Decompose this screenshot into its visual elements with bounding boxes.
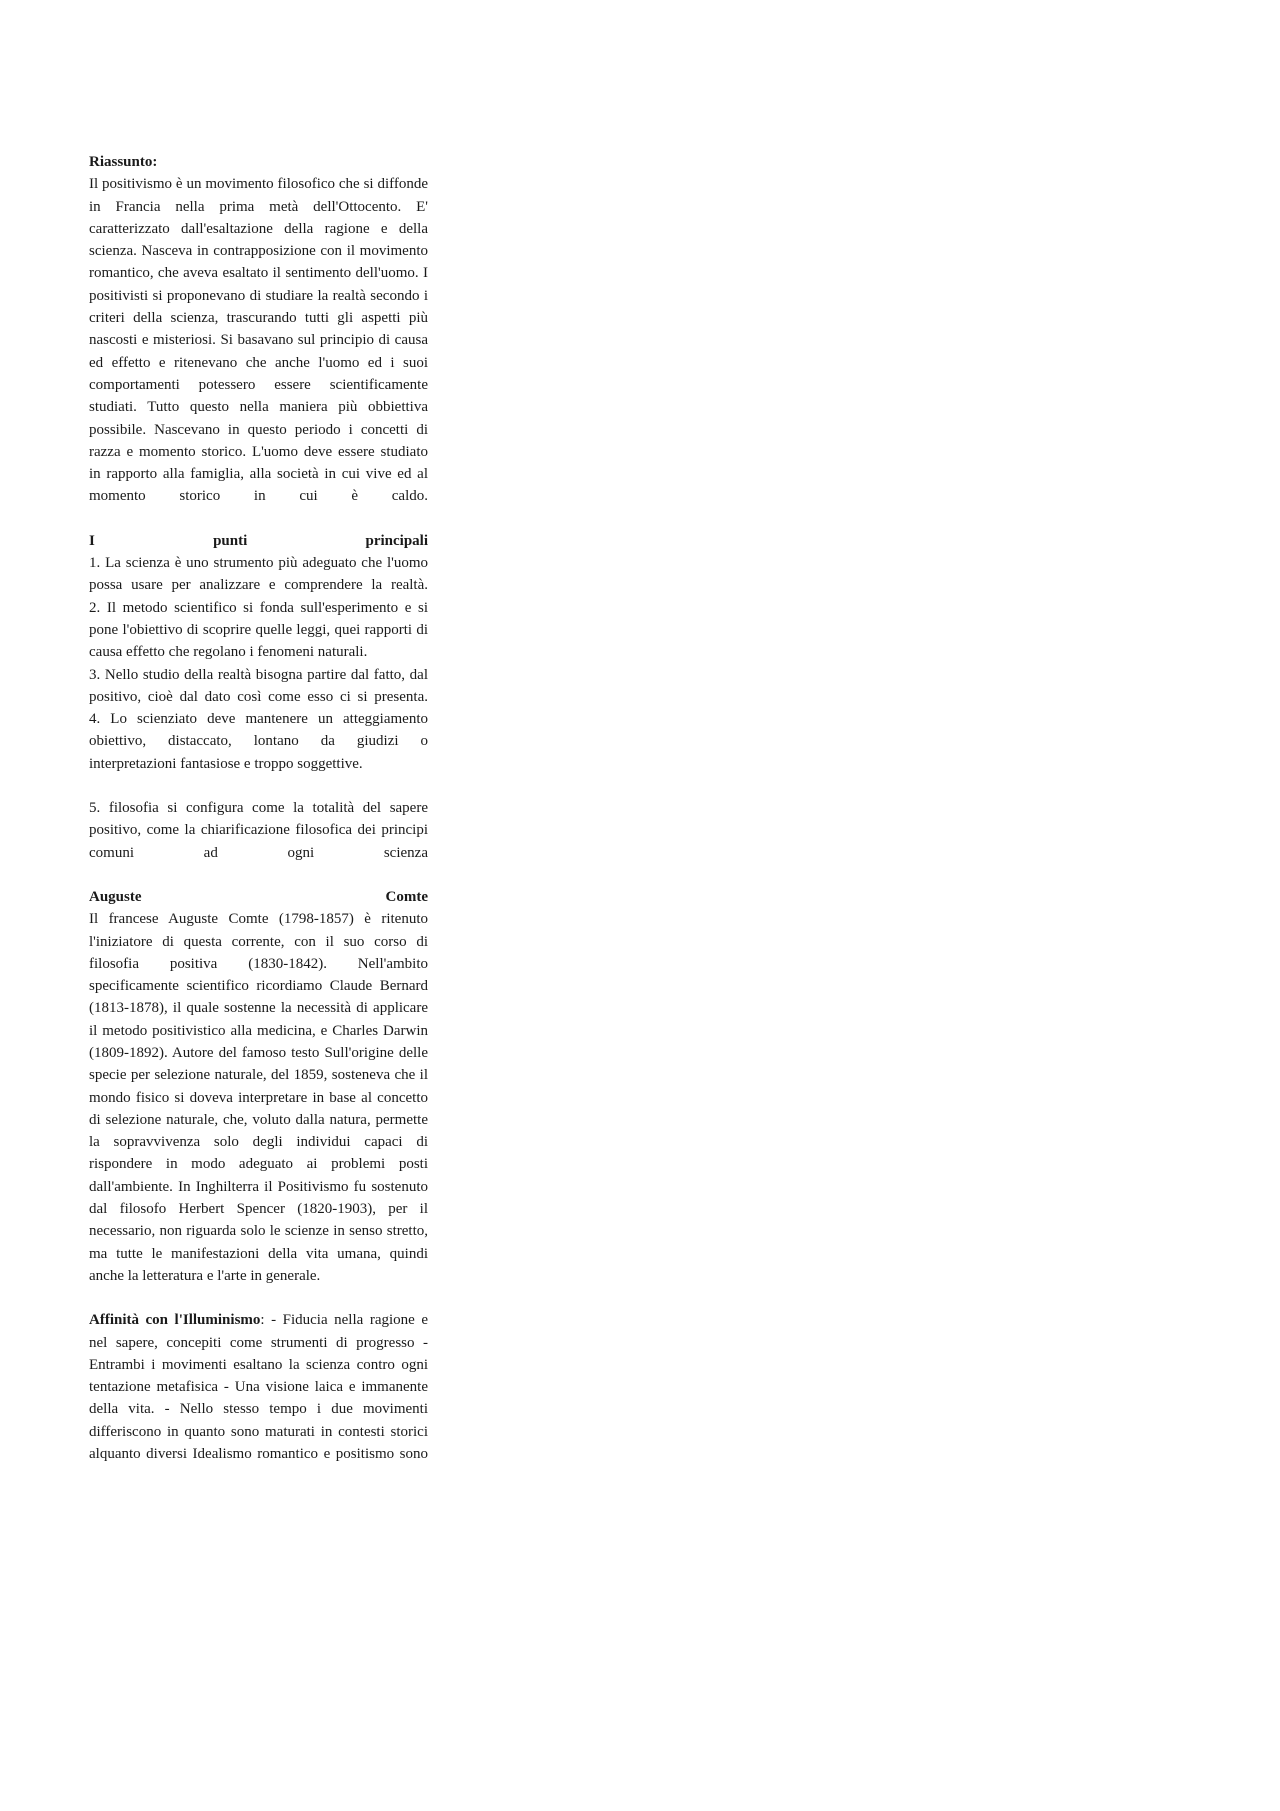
spacer [89, 775, 428, 797]
riassunto-paragraph: Il positivismo è un movimento filosofico che si diffonde in Francia nella prima metà dell'Ottocento. E' caratterizzato dall'esaltazione della ragione e della scienza. Nasceva in contrapposizione con il movimento romantico, che aveva esaltato il sentimento dell'uomo. I positivisti si proponevano di studiare la realtà secondo i criteri della scienza, trascurando tutti gli aspetti più nascosti e misteriosi. Si basavano sul principio di causa ed effetto e ritenevano che anche l'uomo ed i suoi comportamenti potessero essere scientificamente studiati. Tutto questo nella maniera più obbiettiva possibile. Nascevano in questo periodo i concetti di razza e momento storico. L'uomo deve essere studiato in rapporto alla famiglia, alla società in cui vive ed al momento storico in cui è caldo. [89, 176, 428, 505]
punti-heading: I punti principali [89, 532, 428, 549]
affinita-heading: Affinità con l'Illuminismo [89, 1312, 261, 1329]
punti-item-1: 1. La scienza è uno strumento più adeguato che l'uomo possa usare per analizzare e comprendere la realtà. [89, 555, 428, 594]
text-column [89, 151, 428, 1465]
affinita-paragraph [89, 1309, 428, 1465]
riassunto-heading: Riassunto: [89, 154, 158, 170]
punti-item-5: 5. filosofia si configura come la totalità del sapere positivo, come la chiarificazione filosofica dei principi comuni ad ogni scienza [89, 800, 428, 861]
punti-item-3: 3. Nello studio della realtà bisogna partire dal fatto, dal positivo, cioè dal dato così come esso ci si presenta. [89, 666, 428, 705]
spacer [89, 864, 428, 886]
comte-heading: Auguste Comte [89, 888, 428, 905]
punti-item-2: 2. Il metodo scientifico si fonda sull'esperimento e si pone l'obiettivo di scoprire quelle leggi, quei rapporti di causa effetto che regolano i fenomeni naturali. [89, 599, 428, 661]
comte-paragraph: Il francese Auguste Comte (1798-1857) è ritenuto l'iniziatore di questa corrente, con il suo corso di filosofia positiva (1830-1842). Nell'ambito specificamente scientifico ricordiamo Claude Bernard (1813-1878), il quale sostenne la necessità di applicare il metodo positivistico alla medicina, e Charles Darwin (1809-1892). Autore del famoso testo Sull'origine delle specie per selezione naturale, del 1859, sosteneva che il mondo fisico si doveva interpretare in base al concetto di selezione naturale, che, voluto dalla natura, permette la sopravvivenza solo degli individui capaci di rispondere in modo adeguato ai problemi posti dall'ambiente. In Inghilterra il Positivismo fu sostenuto dal filosofo Herbert Spencer (1820-1903), per il necessario, non riguarda solo le scienze in senso stretto, ma tutte le manifestazioni della vita umana, quindi anche la letteratura e l'arte in generale. [89, 911, 428, 1284]
spacer [89, 508, 428, 530]
punti-item-4: 4. Lo scienziato deve mantenere un atteggiamento obiettivo, distaccato, lontano da giudizi o interpretazioni fantasiose e troppo soggettive. [89, 711, 428, 772]
affinita-text: : - Fiducia nella ragione e nel sapere, concepiti come strumenti di progresso - Entrambi i movimenti esaltano la scienza contro ogni tentazione metafisica - Una visione laica e immanente della vita. - Nello stesso tempo i due movimenti differiscono in quanto sono maturati in contesti storici alquanto diversi Idealismo romantico e positismo sono [89, 1312, 428, 1463]
spacer [89, 1287, 428, 1309]
